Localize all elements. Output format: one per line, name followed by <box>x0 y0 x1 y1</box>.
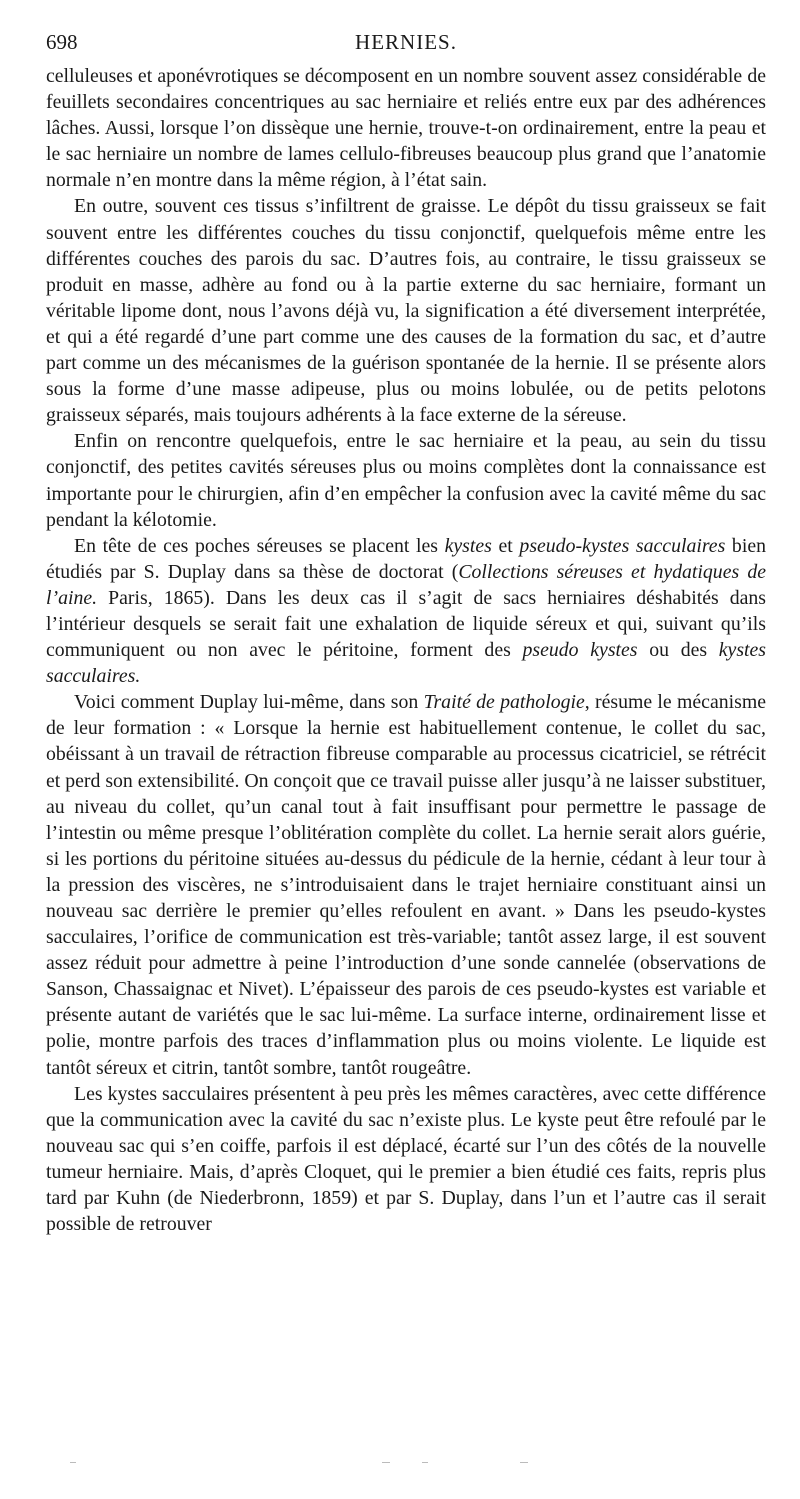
text-run: En tête de ces poches séreuses se placent les <box>74 534 445 557</box>
text-run: Voici comment Duplay lui-même, dans son <box>74 691 424 714</box>
text-run: ou des <box>637 639 719 662</box>
text-run: celluleuses et aponévrotiques se décomposent en un nombre souvent assez considérable de feuillets secondaires concentriques au sac herniaire et reliés entre eux par des adhérences lâches. Aussi, lorsque l’on dissèque une hernie, trouve-t-on ordinairement, entre la peau et le sac herniaire un nombre de lames cellulo-fibreuses beaucoup plus grand que l’anatomie normale n’en montre dans la même région, à l’état sain. <box>46 65 766 192</box>
italic-text: pseudo kystes <box>522 639 638 662</box>
italic-text: Collections séreuses et hydatiques de l’aine. <box>46 560 766 609</box>
paragraph <box>46 689 766 1080</box>
running-title: HERNIES. <box>355 30 457 54</box>
text-run: bien étudiés par S. Duplay dans sa thèse de doctorat ( <box>46 534 766 583</box>
paragraph <box>46 533 766 690</box>
text-run: Les kystes sacculaires présentent à peu près les mêmes caractères, avec cette différence que la communication avec la cavité du sac n’existe plus. Le kyste peut être refoulé par le nouveau sac qui s’en coiffe, parfois il est déplacé, écarté sur l’un des côtés de la nouvelle tumeur herniaire. Mais, d’après Cloquet, qui le premier a bien étudié ces faits, repris plus tard par Kuhn (de Niederbronn, 1859) et par S. Duplay, dans l’un et l’autre cas il serait possible de retrouver <box>46 1082 766 1236</box>
paragraph <box>46 63 766 193</box>
text-run: et <box>491 534 520 557</box>
italic-text: pseudo-kystes sacculaires <box>519 534 726 557</box>
page-number: 698 <box>46 30 78 54</box>
paragraph <box>46 428 766 532</box>
italic-text: kystes <box>444 534 492 557</box>
page-header <box>46 30 766 58</box>
italic-text: kystes sacculaires. <box>46 639 766 688</box>
paragraph <box>46 1081 766 1238</box>
body-text <box>46 63 766 1237</box>
bottom-margin-marks <box>0 1462 800 1470</box>
text-run: , résume le mécanisme de leur formation : « Lorsque la hernie est habituellement contenue, le collet du sac, obéissant à un travail de rétraction fibreuse comparable au processus cicatriciel, se rétrécit et perd son extensibilité. On conçoit que ce travail puisse aller jusqu’à ne laisser substituer, au niveau du collet, qu’un canal tout à fait insuffisant pour permettre le passage de l’intestin ou même presque l’oblitération complète du collet. La hernie serait alors guérie, si les portions du péritoine situées au-dessus du pédicule de la hernie, cédant à leur tour à la pression des viscères, ne s’introduisaient dans le trajet herniaire constituant ainsi un nouveau sac derrière le premier qu’elles refoulent en avant. » Dans les pseudo-kystes sacculaires, l’orifice de communication est très-variable; tantôt assez large, il est souvent assez réduit pour admettre à peine l’introduction d’une sonde cannelée (observations de Sanson, Chassaignac et Nivet). L’épaisseur des parois de ces pseudo-kystes est variable et présente autant de variétés que le sac lui-même. La surface interne, ordinairement lisse et polie, montre parfois des traces d’inflammation plus ou moins violente. Le liquide est tantôt séreux et citrin, tantôt sombre, tantôt rougeâtre. <box>46 691 766 1079</box>
text-run: En outre, souvent ces tissus s’infiltrent de graisse. Le dépôt du tissu graisseux se fait souvent entre les différentes couches du tissu conjonctif, quelquefois même entre les différentes couches des parois du sac. D’autres fois, au contraire, le tissu graisseux se produit en masse, adhère au fond ou à la partie externe du sac herniaire, formant un véritable lipome dont, nous l’avons déjà vu, la signification a été diversement interprétée, et qui a été regardé d’une part comme une des causes de la formation du sac, et d’autre part comme un des mécanismes de la guérison spontanée de la hernie. Il se présente alors sous la forme d’une masse adipeuse, plus ou moins lobulée, ou de petits pelotons graisseux séparés, mais toujours adhérents à la face externe de la séreuse. <box>46 195 766 427</box>
text-run: Enfin on rencontre quelquefois, entre le sac herniaire et la peau, au sein du tissu conjonctif, des petites cavités séreuses plus ou moins complètes dont la connaissance est importante pour le chirurgien, afin d’en empêcher la confusion avec la cavité même du sac pendant la kélotomie. <box>46 430 766 531</box>
text-run: Paris, 1865). Dans les deux cas il s’agit de sacs herniaires déshabités dans l’intérieur desquels se serait fait une exhalation de liquide séreux et qui, suivant qu’ils communiquent ou non avec le péritoine, forment des <box>46 586 766 662</box>
paragraph <box>46 193 766 428</box>
italic-text: Traité de pathologie <box>423 691 585 714</box>
